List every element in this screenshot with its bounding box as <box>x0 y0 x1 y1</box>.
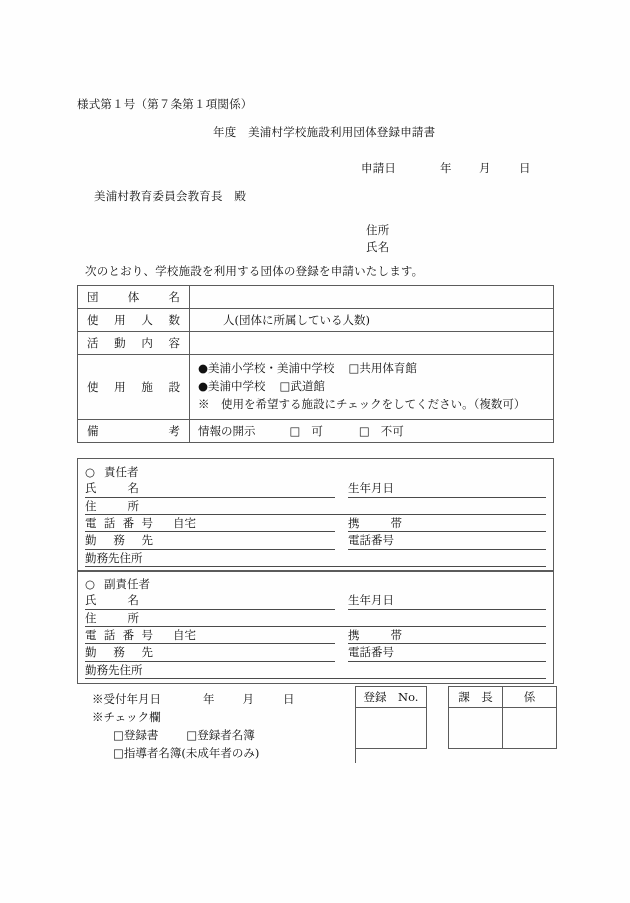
vice-name-row <box>85 592 546 609</box>
check-label-registration-doc: 登録書 <box>123 728 159 743</box>
applicant-address-label: 住所 <box>366 223 390 237</box>
label-char: 人 <box>141 313 153 327</box>
label-char: 数 <box>168 313 180 327</box>
vice-workplace-field[interactable] <box>85 644 335 661</box>
vice-work-phone-field[interactable] <box>348 644 546 661</box>
checkbox-icon-member-list[interactable]: □ <box>186 728 198 743</box>
stray-rule-artifact <box>355 746 356 763</box>
check-label-member-list: 登録者名簿 <box>197 728 255 743</box>
responsible-mobile-field[interactable] <box>348 515 546 532</box>
approval-value-row <box>449 708 557 749</box>
registration-table <box>77 285 554 443</box>
responsible-birthdate-field[interactable] <box>348 480 546 497</box>
table-row-facilities <box>78 355 554 420</box>
bullet-icon: ● <box>198 378 209 393</box>
checkbox-icon-registration-doc[interactable]: □ <box>113 728 124 743</box>
section-chief-label: 課 長 <box>449 687 503 708</box>
received-date-label: ※受付年月日 <box>92 692 161 706</box>
label-char: 活 <box>87 336 99 350</box>
application-date-month: 月 <box>479 161 491 175</box>
label-char: 考 <box>168 424 180 439</box>
workplace-label: 勤 務 先 <box>85 533 153 548</box>
vice-work-row <box>85 644 546 661</box>
facility-schools-1: 美浦小学校・美浦中学校 <box>208 361 335 375</box>
group-name-label <box>78 286 190 309</box>
home-phone-label: 自宅 <box>173 627 196 642</box>
responsible-workplace-field[interactable] <box>85 532 335 549</box>
address-label: 住 所 <box>85 610 139 625</box>
home-phone-label: 自宅 <box>173 515 196 530</box>
responsible-work-address-field[interactable] <box>85 550 546 567</box>
registration-no-value-row <box>356 708 427 749</box>
vice-home-phone-field[interactable] <box>85 627 335 644</box>
table-row-member-count <box>78 309 554 332</box>
phone-label: 電 話 番 号 <box>85 515 153 530</box>
work-phone-label: 電話番号 <box>348 645 394 660</box>
checkbox-icon-disclosure-no[interactable]: □ <box>358 424 370 439</box>
vice-birthdate-field[interactable] <box>348 592 546 609</box>
application-date-year: 年 <box>440 161 452 175</box>
vice-responsible-person-heading <box>85 576 546 592</box>
checkbox-icon-shared-gym[interactable]: □ <box>348 361 360 375</box>
activity-input[interactable] <box>190 332 554 355</box>
vice-responsible-person-block <box>77 570 554 684</box>
member-count-hint: 人(団体に所属している人数) <box>223 313 370 327</box>
check-row-1 <box>92 726 295 744</box>
label-char: 名 <box>168 290 180 304</box>
facility-name-martial-arts-hall: 武道館 <box>290 378 325 393</box>
label-char: 体 <box>127 290 140 304</box>
activity-label <box>78 332 190 355</box>
mobile-label: 携 帯 <box>348 627 402 642</box>
birthdate-label: 生年月日 <box>348 593 394 608</box>
remarks-label <box>78 420 190 443</box>
work-address-label: 勤務先住所 <box>85 662 143 677</box>
registration-no-header-row <box>356 687 427 708</box>
group-name-input[interactable] <box>190 286 554 309</box>
member-count-label <box>78 309 190 332</box>
responsible-name-field[interactable] <box>85 480 335 497</box>
vice-address-field[interactable] <box>85 610 546 627</box>
responsible-work-address-row <box>85 550 546 567</box>
vice-mobile-field[interactable] <box>348 627 546 644</box>
vice-name-field[interactable] <box>85 592 335 609</box>
phone-label: 電 話 番 号 <box>85 627 153 642</box>
disclosure-option-no: 不可 <box>380 424 404 439</box>
received-date-day: 日 <box>283 692 295 706</box>
table-row-remarks <box>78 420 554 443</box>
office-use-section <box>92 690 295 763</box>
label-char: 用 <box>114 380 126 395</box>
check-row-2 <box>92 744 295 762</box>
facility-schools-2: 美浦中学校 <box>208 378 266 393</box>
facilities-options <box>190 355 554 420</box>
addressee: 美浦村教育委員会教育長 殿 <box>94 189 247 203</box>
checkbox-icon-martial-arts-hall[interactable]: □ <box>279 378 291 393</box>
remarks-options <box>190 420 554 443</box>
work-address-label: 勤務先住所 <box>85 550 143 565</box>
responsible-address-field[interactable] <box>85 498 546 515</box>
responsible-phone-row <box>85 515 546 532</box>
approval-stamp-box <box>448 686 557 749</box>
received-date-month: 月 <box>242 692 254 706</box>
facilities-note: ※ 使用を希望する施設にチェックをしてください。（複数可） <box>198 396 526 411</box>
circle-marker-icon: ○ <box>85 577 96 591</box>
mobile-label: 携 帯 <box>348 515 402 530</box>
member-count-input[interactable] <box>190 309 554 332</box>
table-row-activity <box>78 332 554 355</box>
check-column-label: ※チェック欄 <box>92 710 161 725</box>
bullet-icon: ● <box>198 361 209 375</box>
label-char: 用 <box>114 313 126 327</box>
label-char: 動 <box>114 336 126 350</box>
circle-marker-icon: ○ <box>85 465 96 479</box>
registration-no-label: 登録 No. <box>356 687 427 708</box>
facility-option-row-1 <box>198 360 545 378</box>
disclosure-option-yes: 可 <box>311 424 323 439</box>
label-char: 施 <box>141 380 153 395</box>
responsible-person-heading <box>85 464 546 480</box>
responsible-work-row <box>85 532 546 549</box>
label-char: 団 <box>87 290 99 304</box>
received-date-year: 年 <box>203 692 215 706</box>
responsible-name-row <box>85 480 546 497</box>
responsible-work-phone-field[interactable] <box>348 532 546 549</box>
responsible-person-title: 責任者 <box>104 465 139 479</box>
facility-option-row-2 <box>198 378 545 396</box>
vice-address-row <box>85 610 546 627</box>
application-date-day: 日 <box>519 161 531 175</box>
vice-responsible-person-title: 副責任者 <box>104 577 151 591</box>
approval-header-row <box>449 687 557 708</box>
section-chief-stamp-cell[interactable] <box>449 708 503 749</box>
statement: 次のとおり、学校施設を利用する団体の登録を申請いたします。 <box>85 264 424 278</box>
address-label: 住 所 <box>85 498 139 513</box>
application-date-label: 申請日 <box>361 161 397 175</box>
applicant-name-label: 氏名 <box>366 240 390 254</box>
received-date-row <box>92 690 295 708</box>
workplace-label: 勤 務 先 <box>85 645 153 660</box>
clerk-stamp-cell[interactable] <box>503 708 557 749</box>
check-label-instructor-list: 指導者名簿(未成年者のみ) <box>123 746 260 761</box>
responsible-home-phone-field[interactable] <box>85 515 335 532</box>
table-row-group-name <box>78 286 554 309</box>
work-phone-label: 電話番号 <box>348 533 394 548</box>
label-char: 使 <box>87 380 99 395</box>
registration-no-value[interactable] <box>356 708 427 749</box>
label-char: 備 <box>87 424 99 439</box>
label-char: 内 <box>141 336 153 350</box>
checkbox-icon-disclosure-yes[interactable]: □ <box>289 424 301 439</box>
checkbox-icon-instructor-list[interactable]: □ <box>113 746 124 761</box>
disclosure-label: 情報の開示 <box>198 424 256 439</box>
label-char: 容 <box>168 336 180 350</box>
vice-work-address-row <box>85 662 546 679</box>
label-char: 使 <box>87 313 99 327</box>
vice-phone-row <box>85 627 546 644</box>
facilities-label <box>78 355 190 420</box>
birthdate-label: 生年月日 <box>348 481 394 496</box>
form-number: 様式第１号（第７条第１項関係） <box>77 97 253 111</box>
page-title: 年度 美浦村学校施設利用団体登録申請書 <box>213 125 436 139</box>
responsible-person-block <box>77 458 554 572</box>
vice-work-address-field[interactable] <box>85 662 546 679</box>
label-char: 設 <box>168 380 180 395</box>
clerk-label: 係 <box>503 687 557 708</box>
facility-name-shared-gym: 共用体育館 <box>359 361 417 375</box>
responsible-address-row <box>85 498 546 515</box>
name-label: 氏 名 <box>85 593 139 608</box>
registration-no-box <box>355 686 427 749</box>
name-label: 氏 名 <box>85 481 139 496</box>
